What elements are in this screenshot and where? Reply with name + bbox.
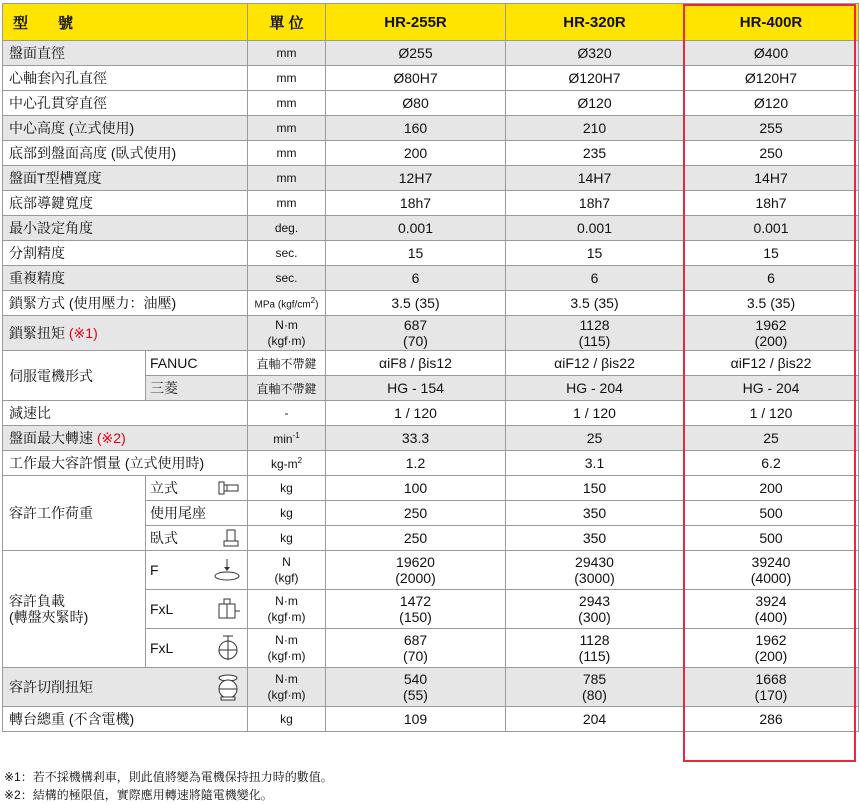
- value-cell: 1962 (200): [684, 316, 859, 351]
- value-cell: 1.2: [326, 451, 506, 476]
- header-model-1: HR-255R: [326, 4, 506, 41]
- header-model-3: HR-400R: [684, 4, 859, 41]
- header-row: [3, 4, 859, 41]
- row-label: 減速比: [3, 401, 248, 426]
- value-cell: Ø255: [326, 41, 506, 66]
- row-unit: 直軸不帶鍵: [248, 376, 326, 401]
- value-cell: 25: [506, 426, 684, 451]
- value-cell: 33.3: [326, 426, 506, 451]
- value-cell: 6: [684, 266, 859, 291]
- sub-label: 三菱: [146, 376, 248, 401]
- value-cell: 540 (55): [326, 668, 506, 707]
- sub-label: FxL: [146, 629, 248, 668]
- value-cell: 100: [326, 476, 506, 501]
- row-label: 轉台總重 (不含電機): [3, 707, 248, 732]
- row-unit: mm: [248, 66, 326, 91]
- value-cell: 1962 (200): [684, 629, 859, 668]
- value-cell: 25: [684, 426, 859, 451]
- value-cell: 12H7: [326, 166, 506, 191]
- value-cell: Ø120H7: [506, 66, 684, 91]
- row-unit: deg.: [248, 216, 326, 241]
- spec-table: [2, 3, 859, 732]
- sub-label: FxL: [146, 590, 248, 629]
- row-label: 鎖緊方式 (使用壓力：油壓): [3, 291, 248, 316]
- value-cell: 18h7: [684, 191, 859, 216]
- value-cell: HG - 204: [684, 376, 859, 401]
- value-cell: 1668 (170): [684, 668, 859, 707]
- value-cell: 0.001: [506, 216, 684, 241]
- value-cell: 39240 (4000): [684, 551, 859, 590]
- value-cell: 14H7: [506, 166, 684, 191]
- value-cell: Ø80H7: [326, 66, 506, 91]
- row-unit: mm: [248, 116, 326, 141]
- value-cell: 160: [326, 116, 506, 141]
- value-cell: Ø120H7: [684, 66, 859, 91]
- value-cell: 150: [506, 476, 684, 501]
- value-cell: 1 / 120: [506, 401, 684, 426]
- row-unit: N·m (kgf·m): [248, 590, 326, 629]
- value-cell: Ø120: [506, 91, 684, 116]
- row-center-height: [3, 116, 859, 141]
- row-label: 中心孔貫穿直徑: [3, 91, 248, 116]
- value-cell: 1128 (115): [506, 629, 684, 668]
- axial-force-icon: [213, 558, 241, 582]
- value-cell: 785 (80): [506, 668, 684, 707]
- sub-label: 臥式: [146, 526, 248, 551]
- row-allow-f: [3, 551, 859, 590]
- row-label: 最小設定角度: [3, 216, 248, 241]
- value-cell: 3.5 (35): [684, 291, 859, 316]
- vertical-mount-icon: [217, 480, 241, 496]
- row-unit: mm: [248, 166, 326, 191]
- value-cell: 1 / 120: [684, 401, 859, 426]
- sub-label: FANUC: [146, 351, 248, 376]
- row-spindle-bore: [3, 66, 859, 91]
- value-cell: 687 (70): [326, 316, 506, 351]
- value-cell: 350: [506, 501, 684, 526]
- row-unit: $kg-m^2$: [248, 451, 326, 476]
- row-unit: mm: [248, 141, 326, 166]
- footnote-2: ※2：結構的極限值，實際應用轉速將隨電機變化。: [4, 788, 273, 802]
- value-cell: 3.1: [506, 451, 684, 476]
- row-label: 中心高度 (立式使用): [3, 116, 248, 141]
- row-unit: sec.: [248, 241, 326, 266]
- row-guide-key: [3, 191, 859, 216]
- row-label: 盤面T型槽寬度: [3, 166, 248, 191]
- value-cell: 19620 (2000): [326, 551, 506, 590]
- value-cell: 6: [506, 266, 684, 291]
- value-cell: 500: [684, 526, 859, 551]
- value-cell: 0.001: [684, 216, 859, 241]
- value-cell: 1472 (150): [326, 590, 506, 629]
- row-unit: kg: [248, 476, 326, 501]
- value-cell: 210: [506, 116, 684, 141]
- row-unit: MPa $(kgf/cm^2)$: [248, 291, 326, 316]
- row-unit: mm: [248, 191, 326, 216]
- value-cell: αiF12 / βis22: [506, 351, 684, 376]
- note-ref: (※2): [96, 430, 126, 446]
- value-cell: 6: [326, 266, 506, 291]
- value-cell: 18h7: [506, 191, 684, 216]
- row-label: 心軸套內孔直徑: [3, 66, 248, 91]
- row-repeat: [3, 266, 859, 291]
- value-cell: 500: [684, 501, 859, 526]
- value-cell: HG - 154: [326, 376, 506, 401]
- value-cell: 200: [684, 476, 859, 501]
- sub-label: 立式: [146, 476, 248, 501]
- row-ratio: [3, 401, 859, 426]
- row-unit: kg: [248, 707, 326, 732]
- row-inertia: [3, 451, 859, 476]
- row-label: 工作最大容許慣量 (立式使用時): [3, 451, 248, 476]
- sub-label: F: [146, 551, 248, 590]
- row-label: 底部導鍵寬度: [3, 191, 248, 216]
- value-cell: 2943 (300): [506, 590, 684, 629]
- sub-label: 使用尾座: [146, 501, 248, 526]
- row-table-dia: [3, 41, 859, 66]
- cutting-torque-icon: [215, 673, 241, 701]
- row-max-speed: [3, 426, 859, 451]
- value-cell: Ø400: [684, 41, 859, 66]
- value-cell: 687 (70): [326, 629, 506, 668]
- row-label: 盤面直徑: [3, 41, 248, 66]
- value-cell: 14H7: [684, 166, 859, 191]
- row-tslot: [3, 166, 859, 191]
- row-min-angle: [3, 216, 859, 241]
- moment-load-icon: [215, 596, 241, 622]
- value-cell: 1 / 120: [326, 401, 506, 426]
- row-label: 容許負載 (轉盤夾緊時): [3, 551, 146, 668]
- header-model: 型 號: [3, 4, 248, 41]
- value-cell: 255: [684, 116, 859, 141]
- row-base-height: [3, 141, 859, 166]
- row-servo-fanuc: [3, 351, 859, 376]
- row-unit: -: [248, 401, 326, 426]
- value-cell: Ø80: [326, 91, 506, 116]
- value-cell: αiF8 / βis12: [326, 351, 506, 376]
- row-unit: sec.: [248, 266, 326, 291]
- value-cell: 29430 (3000): [506, 551, 684, 590]
- row-unit: kg: [248, 526, 326, 551]
- value-cell: 1128 (115): [506, 316, 684, 351]
- value-cell: 3.5 (35): [326, 291, 506, 316]
- overturn-moment-icon: [215, 634, 241, 662]
- row-unit: $\min^{-1}$: [248, 426, 326, 451]
- value-cell: 6.2: [684, 451, 859, 476]
- footnote-1: ※1：若不採機構剎車，則此值將變為電機保持扭力時的數值。: [4, 770, 333, 784]
- row-load-vertical: [3, 476, 859, 501]
- row-unit: mm: [248, 41, 326, 66]
- row-unit: kg: [248, 501, 326, 526]
- row-label: 重複精度: [3, 266, 248, 291]
- row-unit: mm: [248, 91, 326, 116]
- value-cell: 286: [684, 707, 859, 732]
- value-cell: 3924 (400): [684, 590, 859, 629]
- value-cell: 235: [506, 141, 684, 166]
- row-unit: N·m (kgf·m): [248, 668, 326, 707]
- value-cell: HG - 204: [506, 376, 684, 401]
- value-cell: 3.5 (35): [506, 291, 684, 316]
- row-weight: [3, 707, 859, 732]
- row-label: 底部到盤面高度 (臥式使用): [3, 141, 248, 166]
- row-unit: 直軸不帶鍵: [248, 351, 326, 376]
- value-cell: 0.001: [326, 216, 506, 241]
- row-clamp-method: [3, 291, 859, 316]
- row-label: 容許工作荷重: [3, 476, 146, 551]
- value-cell: 109: [326, 707, 506, 732]
- row-label: 鎖緊扭矩 (※1): [3, 316, 248, 351]
- header-unit: 單 位: [248, 4, 326, 41]
- value-cell: 15: [506, 241, 684, 266]
- row-indexing: [3, 241, 859, 266]
- row-label: 分割精度: [3, 241, 248, 266]
- row-unit: N·m (kgf·m): [248, 316, 326, 351]
- horizontal-mount-icon: [221, 528, 241, 548]
- row-through-hole: [3, 91, 859, 116]
- row-label: 伺服電機形式: [3, 351, 146, 401]
- note-ref: (※1): [68, 325, 98, 341]
- row-label: 盤面最大轉速 (※2): [3, 426, 248, 451]
- value-cell: Ø320: [506, 41, 684, 66]
- value-cell: 15: [326, 241, 506, 266]
- value-cell: 350: [506, 526, 684, 551]
- row-label: 容許切削扭矩: [3, 668, 248, 707]
- value-cell: 200: [326, 141, 506, 166]
- value-cell: 250: [326, 501, 506, 526]
- value-cell: 15: [684, 241, 859, 266]
- value-cell: Ø120: [684, 91, 859, 116]
- header-model-2: HR-320R: [506, 4, 684, 41]
- value-cell: 250: [684, 141, 859, 166]
- value-cell: 250: [326, 526, 506, 551]
- value-cell: 18h7: [326, 191, 506, 216]
- value-cell: 204: [506, 707, 684, 732]
- row-unit: N (kgf): [248, 551, 326, 590]
- row-clamp-torque: [3, 316, 859, 351]
- row-unit: N·m (kgf·m): [248, 629, 326, 668]
- value-cell: αiF12 / βis22: [684, 351, 859, 376]
- row-cutting-torque: [3, 668, 859, 707]
